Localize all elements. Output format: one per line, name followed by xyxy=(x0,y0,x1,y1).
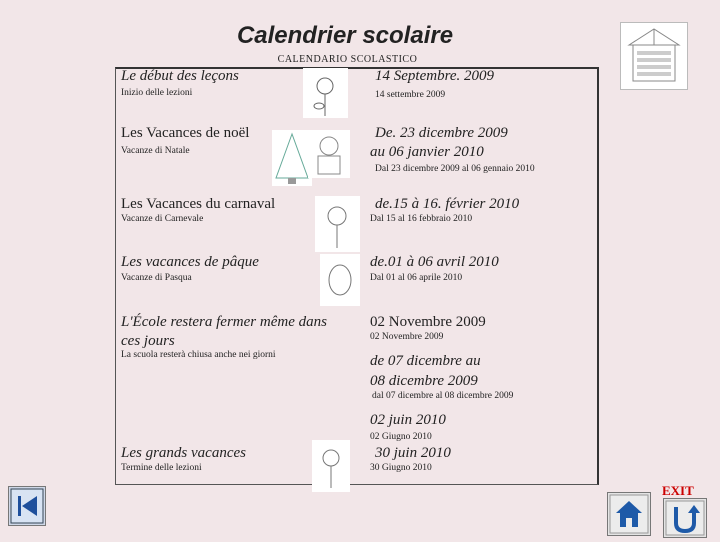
row-easter-label-it: Vacanze di Pasqua xyxy=(121,273,192,283)
summer-clipart xyxy=(312,440,350,492)
flower-clipart xyxy=(303,68,348,118)
carnival-clipart xyxy=(315,196,360,252)
row-closed-days-label-2: ces jours xyxy=(121,333,175,349)
christmas-character-clipart xyxy=(308,130,350,178)
row-christmas-date-it: Dal 23 dicembre 2009 al 06 gennaio 2010 xyxy=(375,164,535,174)
school-building-thumbnail xyxy=(620,22,688,90)
page-title: Calendrier scolaire xyxy=(236,22,454,49)
row-summer-label: Les grands vacances xyxy=(121,445,246,461)
first-slide-button[interactable] xyxy=(8,486,46,526)
exit-label[interactable]: EXIT xyxy=(662,483,694,498)
row-closed-date-1: 02 Novembre 2009 xyxy=(370,314,486,330)
row-carnival-date: de.15 à 16. février 2010 xyxy=(375,196,520,212)
row-summer-date: 30 juin 2010 xyxy=(375,445,451,461)
home-button[interactable] xyxy=(607,492,651,536)
skip-back-icon xyxy=(9,487,45,525)
easter-clipart xyxy=(320,254,360,306)
row-christmas-label: Les Vacances de noël xyxy=(121,125,250,141)
row-carnival-label-it: Vacanze di Carnevale xyxy=(121,214,204,224)
row-easter-date-it: Dal 01 al 06 aprile 2010 xyxy=(370,273,463,283)
row-lessons-start-date: 14 Septembre. 2009 xyxy=(375,68,495,84)
row-carnival-label: Les Vacances du carnaval xyxy=(121,196,276,212)
row-closed-date-3: 02 juin 2010 xyxy=(370,412,446,428)
row-christmas-label-it: Vacanze di Natale xyxy=(121,146,190,156)
christmas-tree-clipart xyxy=(272,130,312,186)
home-icon xyxy=(608,493,650,535)
row-closed-date-3-it: 02 Giugno 2010 xyxy=(370,432,432,442)
row-easter-date: de.01 à 06 avril 2010 xyxy=(370,254,499,270)
row-closed-date-2a: de 07 dicembre au xyxy=(370,353,481,369)
row-lessons-start-label: Le début des leçons xyxy=(121,68,239,84)
row-closed-date-2b: 08 dicembre 2009 xyxy=(370,373,478,389)
row-closed-days-label-it: La scuola resterà chiusa anche nei giorni xyxy=(121,350,276,360)
exit-button[interactable] xyxy=(663,498,707,538)
page-subtitle: CALENDARIO SCOLASTICO xyxy=(277,54,418,65)
row-closed-days-label-1: L'École restera fermer même dans xyxy=(121,314,327,330)
row-christmas-date-1: De. 23 dicembre 2009 xyxy=(375,125,508,141)
row-easter-label: Les vacances de pâque xyxy=(121,254,259,270)
row-lessons-start-date-it: 14 settembre 2009 xyxy=(375,90,446,100)
row-closed-date-1-it: 02 Novembre 2009 xyxy=(370,332,444,342)
row-christmas-date-2: au 06 janvier 2010 xyxy=(370,144,484,160)
row-closed-date-2-it: dal 07 dicembre al 08 dicembre 2009 xyxy=(372,391,514,401)
row-summer-date-it: 30 Giugno 2010 xyxy=(370,463,432,473)
return-icon xyxy=(664,499,706,537)
row-carnival-date-it: Dal 15 al 16 febbraio 2010 xyxy=(370,214,473,224)
row-lessons-start-label-it: Inizio delle lezioni xyxy=(121,88,193,98)
row-summer-label-it: Termine delle lezioni xyxy=(121,463,202,473)
